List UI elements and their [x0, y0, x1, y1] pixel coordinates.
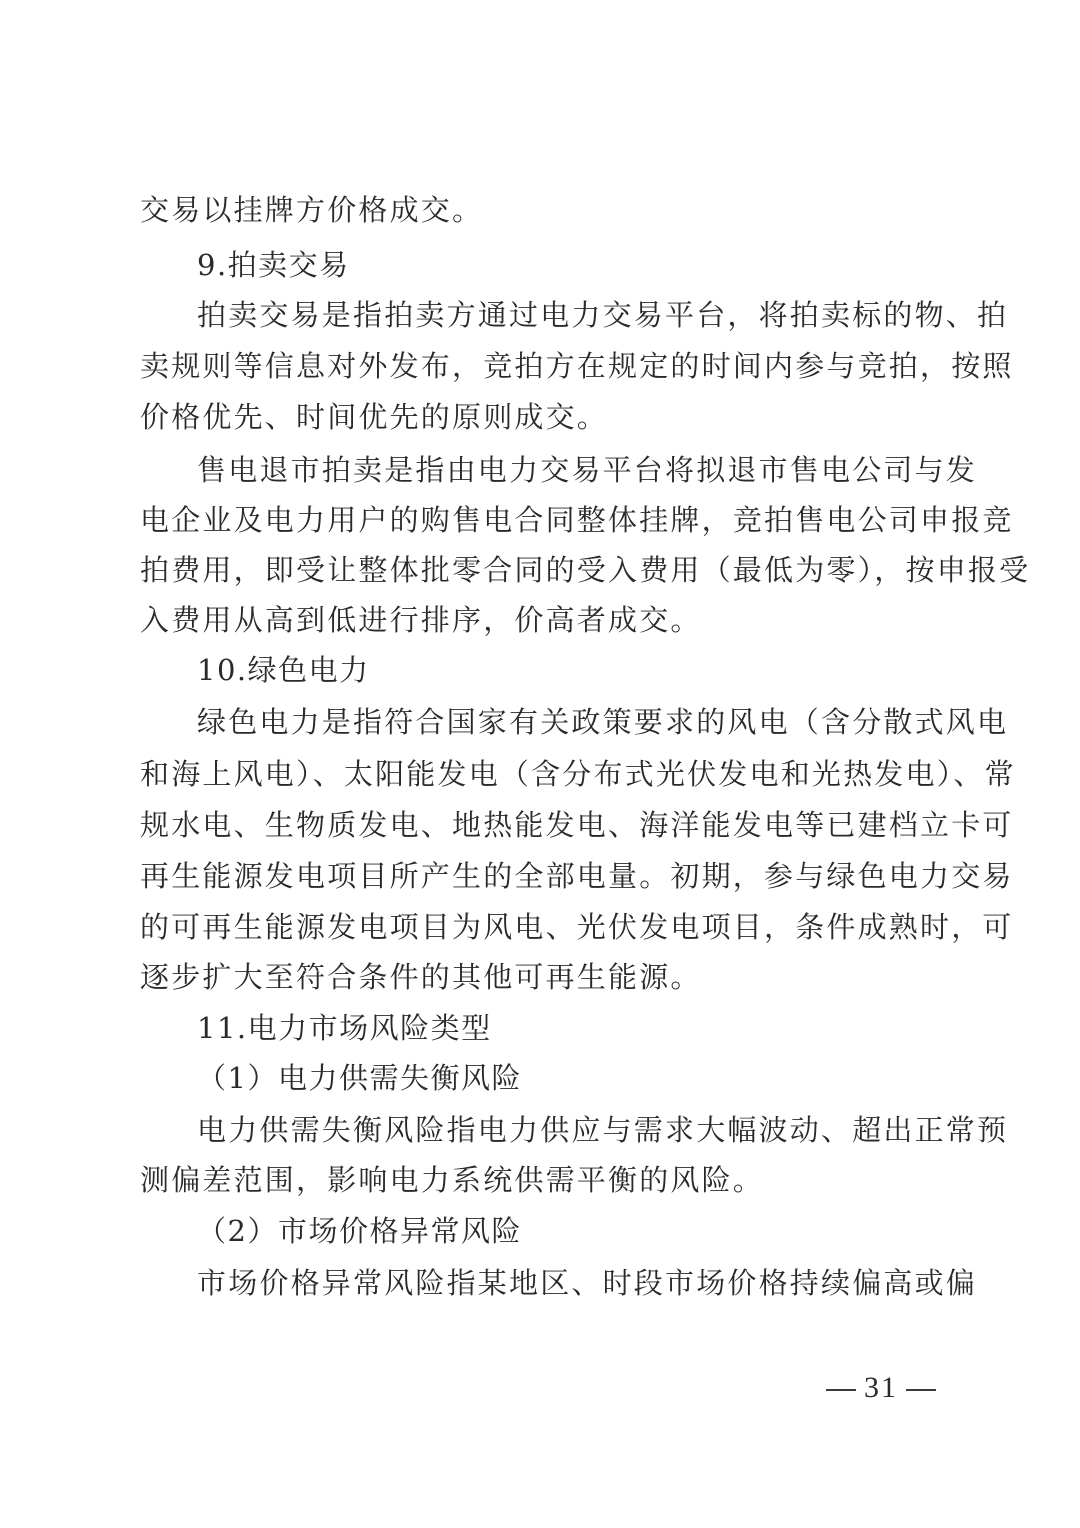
- text-line: 电力供需失衡风险指电力供应与需求大幅波动、超出正常预: [197, 1113, 1009, 1147]
- dash-right: [906, 1389, 936, 1391]
- section-heading-green-power: 10.绿色电力: [197, 653, 370, 687]
- text-line: 再生能源发电项目所产生的全部电量。初期，参与绿色电力交易: [140, 859, 1014, 893]
- text-line: 卖规则等信息对外发布，竞拍方在规定的时间内参与竞拍，按照: [140, 349, 1014, 383]
- text-line: 拍费用，即受让整体批零合同的受入费用（最低为零），按申报受: [140, 553, 1031, 587]
- text-line: 售电退市拍卖是指由电力交易平台将拟退市售电公司与发: [197, 453, 978, 487]
- text-line: 测偏差范围，影响电力系统供需平衡的风险。: [140, 1163, 765, 1197]
- page-number-value: 31: [864, 1371, 898, 1404]
- text-line: 交易以挂牌方价格成交。: [140, 193, 484, 227]
- text-line: 价格优先、时间优先的原则成交。: [140, 400, 609, 434]
- dash-left: [826, 1389, 856, 1391]
- page-number: [818, 1368, 944, 1408]
- text-line: 入费用从高到低进行排序，价高者成交。: [140, 603, 702, 637]
- text-line: 市场价格异常风险指某地区、时段市场价格持续偏高或偏: [197, 1266, 978, 1300]
- subsection-heading-supply-demand: （1）电力供需失衡风险: [197, 1061, 522, 1095]
- text-line: 的可再生能源发电项目为风电、光伏发电项目，条件成熟时，可: [140, 910, 1014, 944]
- text-line: 绿色电力是指符合国家有关政策要求的风电（含分散式风电: [197, 705, 1009, 739]
- text-line: 电企业及电力用户的购售电合同整体挂牌，竞拍售电公司申报竞: [140, 503, 1014, 537]
- subsection-heading-price-anomaly: （2）市场价格异常风险: [197, 1214, 522, 1248]
- text-line: 拍卖交易是指拍卖方通过电力交易平台，将拍卖标的物、拍: [197, 298, 1009, 332]
- text-line: 逐步扩大至符合条件的其他可再生能源。: [140, 960, 702, 994]
- section-heading-risk-types: 11.电力市场风险类型: [197, 1011, 492, 1045]
- section-heading-auction: 9.拍卖交易: [197, 248, 350, 282]
- text-line: 规水电、生物质发电、地热能发电、海洋能发电等已建档立卡可: [140, 808, 1014, 842]
- text-line: 和海上风电）、太阳能发电（含分布式光伏发电和光热发电）、常: [140, 757, 1016, 791]
